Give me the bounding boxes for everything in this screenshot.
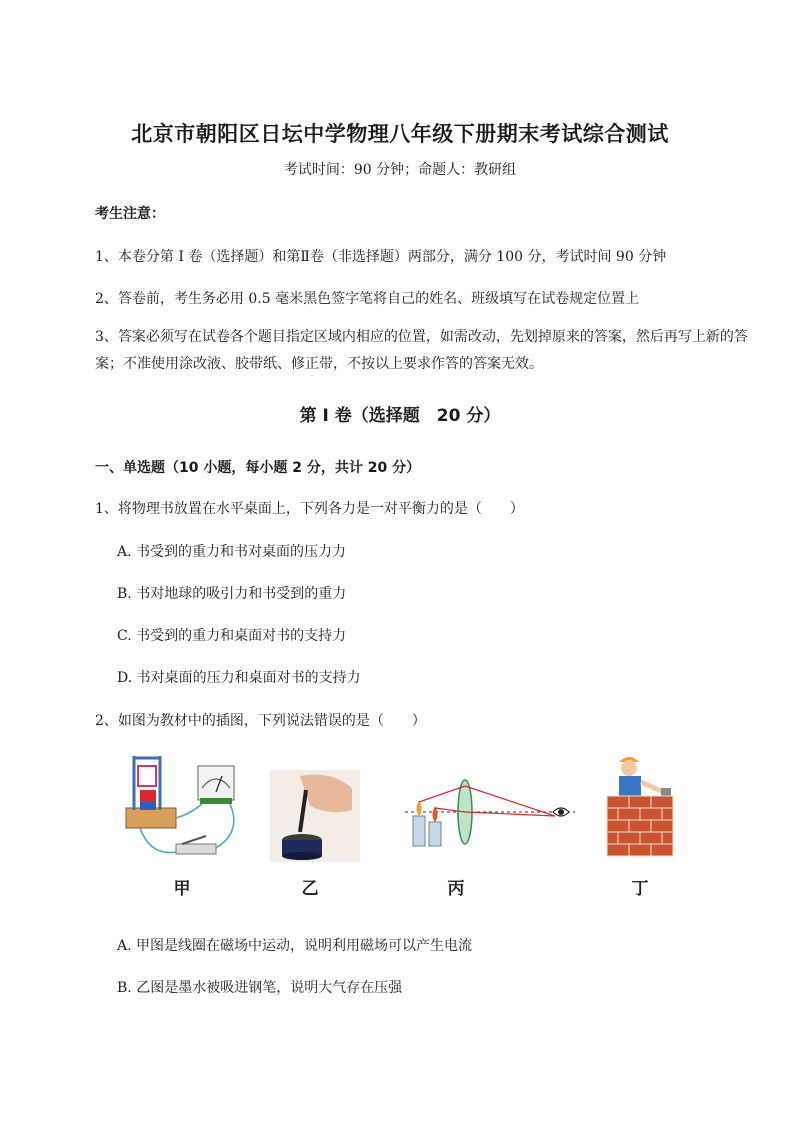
- part-heading: 一、单选题（10 小题，每小题 2 分，共计 20 分）: [95, 460, 421, 476]
- figure-label-yi: 乙: [301, 879, 319, 899]
- figure-ding: [605, 752, 677, 862]
- figure-jia: [120, 752, 245, 862]
- question-1-stem: 1、将物理书放置在水平桌面上，下列各力是一对平衡力的是（ ）: [95, 501, 524, 517]
- figure-label-jia: 甲: [173, 879, 191, 899]
- notice-heading: 考生注意：: [95, 206, 165, 222]
- question-2-option-a: A. 甲图是线圈在磁场中运动，说明利用磁场可以产生电流: [117, 938, 473, 954]
- exam-info: 考试时间：90 分钟；命题人：教研组: [283, 162, 517, 178]
- figure-label-bing: 丙: [447, 879, 465, 899]
- section-title: 第 I 卷（选择题 20 分）: [299, 406, 501, 426]
- notice-item-2: 2、答卷前，考生务必用 0.5 毫米黑色签字笔将自己的姓名、班级填写在试卷规定位置上: [95, 291, 640, 307]
- figure-bing: [405, 772, 575, 852]
- question-1-option-d: D. 书对桌面的压力和桌面对书的支持力: [117, 670, 361, 686]
- figure-yi: [270, 770, 360, 862]
- question-2-option-b: B. 乙图是墨水被吸进钢笔，说明大气存在压强: [117, 980, 403, 996]
- question-1-option-b: B. 书对地球的吸引力和书受到的重力: [117, 586, 347, 602]
- question-2-figures: [120, 752, 680, 902]
- question-1-option-c: C. 书受到的重力和桌面对书的支持力: [117, 628, 347, 644]
- notice-item-1: 1、本卷分第 I 卷（选择题）和第Ⅱ卷（非选择题）两部分，满分 100 分，考试时间 90 分钟: [95, 249, 667, 265]
- question-1-option-a: A. 书受到的重力和书对桌面的压力力: [117, 544, 347, 560]
- notice-item-3: 3、答案必须写在试卷各个题目指定区域内相应的位置，如需改动，先划掉原来的答案，然后再写上新的答案；不准使用涂改液、胶带纸、修正带，不按以上要求作答的答案无效。: [95, 329, 748, 372]
- page-title: 北京市朝阳区日坛中学物理八年级下册期末考试综合测试: [131, 122, 669, 146]
- question-2-stem: 2、如图为教材中的插图，下列说法错误的是（ ）: [95, 713, 426, 729]
- figure-label-ding: 丁: [631, 879, 649, 899]
